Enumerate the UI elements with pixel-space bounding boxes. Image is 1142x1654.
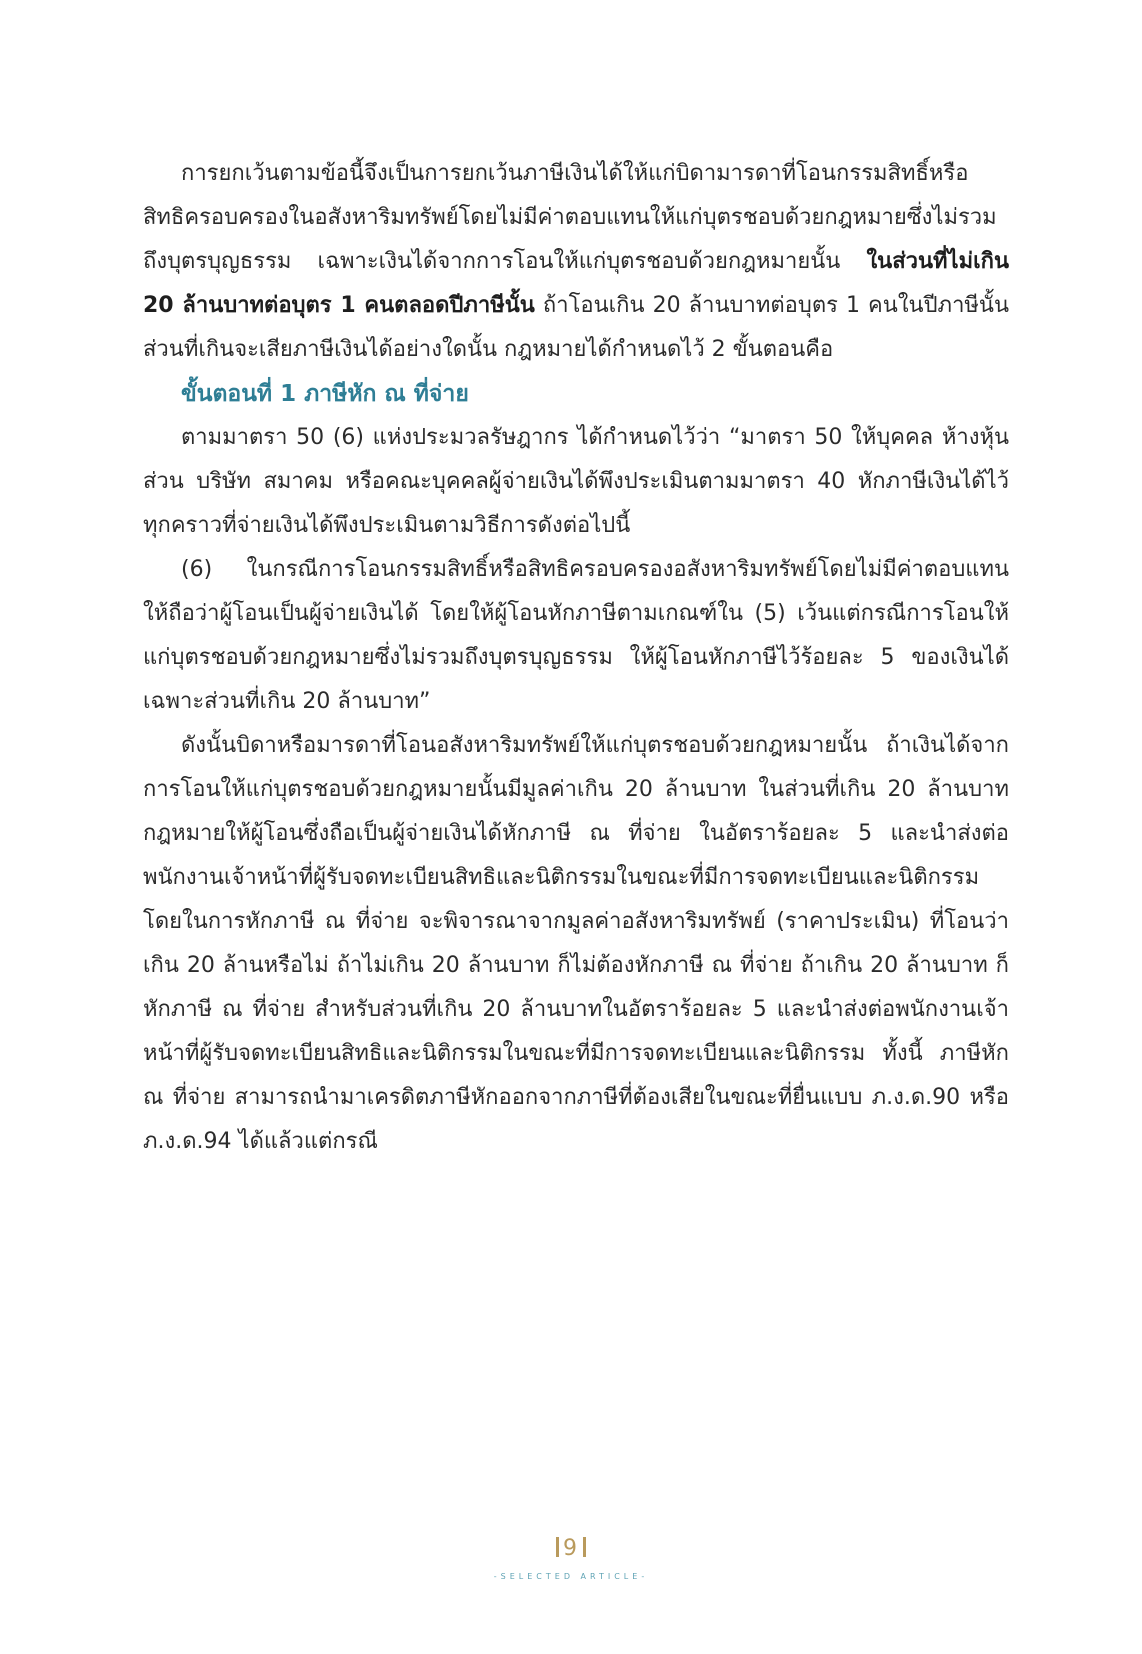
article-body [143,152,1009,1164]
paragraph-exemption-text-end: ถ้าโอนเกิน 20 ล้านบาทต่อบุตร 1 คนในปีภาษีนั้น ส่วนที่เกินจะเสียภาษีเงินได้อย่างใดนั้น กฎหมายได้กำหนดไว้ 2 ขั้นตอนคือ [143,293,1009,362]
paragraph-exemption [143,152,1009,372]
paragraph-exemption-text-start: การยกเว้นตามข้อนี้จึงเป็นการยกเว้นภาษีเงินได้ให้แก่บิดามารดาที่โอนกรรมสิทธิ์หรือสิทธิครอบครองในอสังหาริมทรัพย์โดยไม่มีค่าตอบแทนให้แก่บุตรชอบด้วยกฎหมายซึ่งไม่รวมถึงบุตรบุญธรรม เฉพาะเงินได้จากการโอนให้แก่บุตรชอบด้วยกฎหมายนั้น [143,161,997,274]
paragraph-exemption-bold-limit: ในส่วนที่ไม่เกิน 20 ล้านบาทต่อบุตร 1 คนตลอดปีภาษีนั้น [143,249,1009,318]
paragraph-section-50-6: (6) ในกรณีการโอนกรรมสิทธิ์หรือสิทธิครอบครองอสังหาริมทรัพย์โดยไม่มีค่าตอบแทน ให้ถือว่าผู้โอนเป็นผู้จ่ายเงินได้ โดยให้ผู้โอนหักภาษีตามเกณฑ์ใน (5) เว้นแต่กรณีการโอนให้แก่บุตรชอบด้วยกฎหมายซึ่งไม่รวมถึงบุตรบุญธรรม ให้ผู้โอนหักภาษีไว้ร้อยละ 5 ของเงินได้เฉพาะส่วนที่เกิน 20 ล้านบาท” [143,557,1009,714]
section-heading-step-1: ขั้นตอนที่ 1 ภาษีหัก ณ ที่จ่าย [181,381,469,407]
series-label: -SELECTED ARTICLE- [493,1572,649,1581]
page-number [0,1536,1142,1561]
page-number-right-bar [583,1537,586,1557]
paragraph-conclusion: ดังนั้นบิดาหรือมารดาที่โอนอสังหาริมทรัพย์ให้แก่บุตรชอบด้วยกฎหมายนั้น ถ้าเงินได้จากการโอนให้แก่บุตรชอบด้วยกฎหมายนั้นมีมูลค่าเกิน 20 ล้านบาท ในส่วนที่เกิน 20 ล้านบาท กฎหมายให้ผู้โอนซึ่งถือเป็นผู้จ่ายเงินได้หักภาษี ณ ที่จ่าย ในอัตราร้อยละ 5 และนำส่งต่อพนักงานเจ้าหน้าที่ผู้รับจดทะเบียนสิทธิและนิติกรรมในขณะที่มีการจดทะเบียนและนิติกรรม โดยในการหักภาษี ณ ที่จ่าย จะพิจารณาจากมูลค่าอสังหาริมทรัพย์ (ราคาประเมิน) ที่โอนว่าเกิน 20 ล้านหรือไม่ ถ้าไม่เกิน 20 ล้านบาท ก็ไม่ต้องหักภาษี ณ ที่จ่าย ถ้าเกิน 20 ล้านบาท ก็หักภาษี ณ ที่จ่าย สำหรับส่วนที่เกิน 20 ล้านบาทในอัตราร้อยละ 5 และนำส่งต่อพนักงานเจ้าหน้าที่ผู้รับจดทะเบียนสิทธิและนิติกรรมในขณะที่มีการจดทะเบียนและนิติกรรม ทั้งนี้ ภาษีหัก ณ ที่จ่าย สามารถนำมาเครดิตภาษีหักออกจากภาษีที่ต้องเสียในขณะที่ยื่นแบบ ภ.ง.ด.90 หรือ ภ.ง.ด.94 ได้แล้วแต่กรณี [143,733,1009,1154]
paragraph-section-50: ตามมาตรา 50 (6) แห่งประมวลรัษฎากร ได้กำหนดไว้ว่า “มาตรา 50 ให้บุคคล ห้างหุ้นส่วน บริษัท สมาคม หรือคณะบุคคลผู้จ่ายเงินได้พึงประเมินตามมาตรา 40 หักภาษีเงินได้ไว้ทุกคราวที่จ่ายเงินได้พึงประเมินตามวิธีการดังต่อไปนี้ [143,425,1009,538]
page-number-value: 9 [563,1536,579,1561]
page-number-left-bar [556,1537,559,1557]
